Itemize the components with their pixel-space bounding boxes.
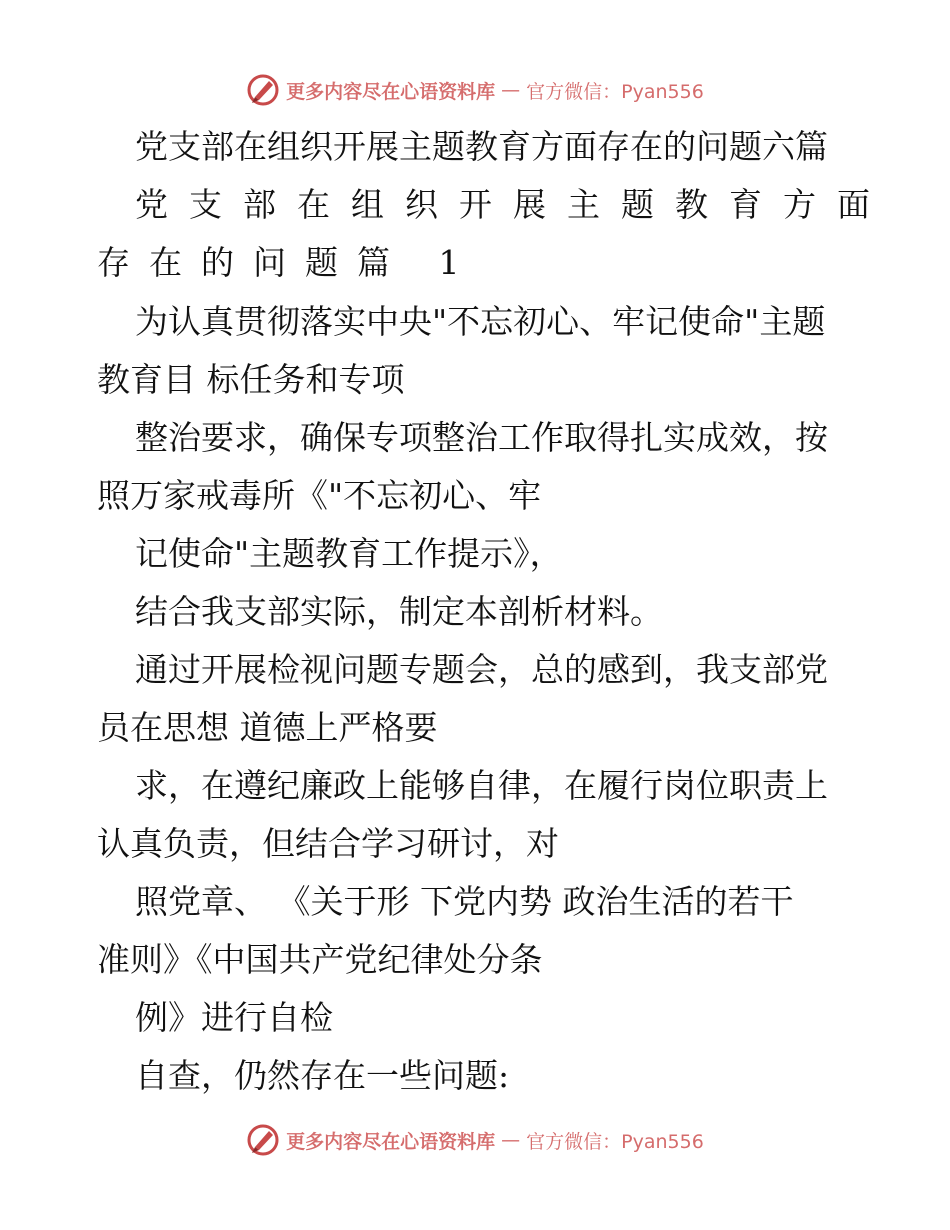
watermark-brand-text: 更多内容尽在心语资料库 — [286, 80, 496, 103]
brand-logo-icon — [246, 1123, 280, 1157]
paragraph-line: 自查，仍然存在一些问题: — [135, 1056, 510, 1095]
watermark-dash: — — [501, 79, 521, 101]
watermark-dash: — — [501, 1129, 521, 1151]
paragraph-line: 整治要求，确保专项整治工作取得扎实成效，按 — [135, 418, 828, 457]
paragraph-line: 认真负责，但结合学习研讨，对 — [97, 824, 559, 863]
section-heading-line-1: 党支部在组织开展主题教育方面 — [135, 185, 891, 224]
watermark-banner-bottom — [0, 1120, 950, 1160]
paragraph-line: 记使命"主题教育工作提示》， — [135, 534, 563, 573]
paragraph-line: 例》进行自检 — [135, 998, 333, 1037]
paragraph-line: 照万家戒毒所《"不忘初心、牢 — [97, 476, 542, 515]
paragraph-line: 通过开展检视问题专题会，总的感到，我支部党 — [135, 650, 828, 689]
watermark-brand-text: 更多内容尽在心语资料库 — [286, 1130, 496, 1153]
section-heading-line-2: 存在的问题篇 1 — [97, 243, 479, 282]
paragraph-line: 员在思想 道德上严格要 — [97, 708, 438, 747]
paragraph-line: 结合我支部实际，制定本剖析材料。 — [135, 592, 663, 631]
paragraph-line: 求，在遵纪廉政上能够自律，在履行岗位职责上 — [135, 766, 828, 805]
paragraph-line: 准则》《中国共产党纪律处分条 — [97, 940, 543, 979]
watermark-contact-text: 官方微信：Pyan556 — [526, 1130, 704, 1153]
paragraph-line: 教育目 标任务和专项 — [97, 360, 405, 399]
paragraph-line: 为认真贯彻落实中央"不忘初心、牢记使命"主题 — [135, 302, 826, 341]
watermark-contact-text: 官方微信：Pyan556 — [526, 80, 704, 103]
paragraph-line: 照党章、 《关于形 下党内势 政治生活的若干 — [135, 882, 794, 921]
document-title: 党支部在组织开展主题教育方面存在的问题六篇 — [135, 127, 828, 166]
